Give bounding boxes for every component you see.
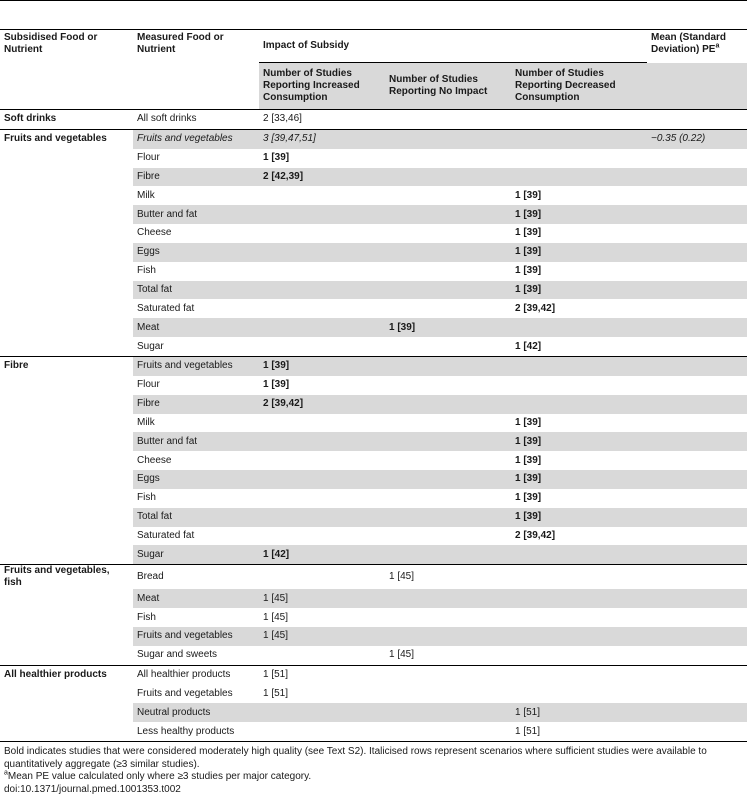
cell-subsidised: Soft drinks — [0, 110, 133, 130]
cell-measured: All healthier products — [133, 665, 259, 684]
cell-pe — [647, 527, 747, 546]
cell-increased: 1 [51] — [259, 665, 385, 684]
cell-subsidised — [0, 224, 133, 243]
cell-no-impact: 1 [39] — [385, 318, 511, 337]
cell-no-impact — [385, 684, 511, 703]
cell-pe: −0.35 (0.22) — [647, 129, 747, 148]
cell-decreased — [511, 589, 647, 608]
cell-increased: 1 [39] — [263, 379, 290, 391]
cell-measured: Flour — [137, 152, 160, 164]
cell-pe — [647, 703, 747, 722]
cell-increased — [259, 565, 385, 590]
cell-measured: All soft drinks — [133, 110, 259, 130]
cell-measured: Fish — [137, 492, 156, 504]
cell-pe — [647, 186, 747, 205]
cell-increased: 1 [45] — [263, 611, 289, 623]
cell-decreased — [511, 149, 647, 168]
cell-no-impact — [385, 545, 511, 564]
cell-subsidised — [0, 395, 133, 414]
cell-decreased: 1 [42] — [515, 340, 542, 352]
cell-pe — [647, 356, 747, 375]
cell-decreased — [511, 665, 647, 684]
cell-no-impact — [385, 337, 511, 356]
table-row — [0, 186, 747, 205]
cell-no-impact — [385, 205, 511, 224]
table-row — [0, 646, 747, 665]
cell-pe — [647, 243, 747, 262]
table-row — [0, 205, 747, 224]
table-row — [0, 451, 747, 470]
cell-decreased — [511, 608, 647, 627]
cell-decreased: 1 [39] — [511, 243, 647, 262]
cell-increased — [259, 646, 385, 665]
table-row — [0, 565, 747, 590]
cell-measured: Cheese — [137, 227, 172, 239]
cell-measured: Bread — [133, 565, 259, 590]
cell-measured: Flour — [137, 379, 160, 391]
cell-measured: Fruits and vegetables — [133, 356, 259, 375]
header-row-1 — [0, 30, 747, 63]
cell-increased: 2 [39,42] — [259, 395, 385, 414]
table-body — [0, 110, 747, 742]
cell-increased — [259, 414, 385, 433]
cell-subsidised — [0, 205, 133, 224]
cell-measured: Sugar and sweets — [137, 649, 218, 661]
cell-no-impact — [385, 110, 511, 130]
cell-subsidised — [0, 684, 133, 703]
cell-no-impact — [385, 129, 511, 148]
cell-increased: 2 [42,39] — [259, 168, 385, 187]
top-rule — [0, 0, 747, 29]
cell-pe — [647, 665, 747, 684]
table-row — [0, 224, 747, 243]
cell-increased: 1 [45] — [259, 627, 385, 646]
cell-no-impact — [385, 527, 511, 546]
cell-no-impact — [385, 395, 511, 414]
cell-measured: Cheese — [137, 454, 172, 466]
cell-subsidised — [0, 376, 133, 395]
subheader-no-impact: Number of Studies Reporting No Impact — [385, 63, 511, 110]
cell-increased — [259, 186, 385, 205]
cell-measured: Meat — [133, 589, 259, 608]
col-header-subsidised: Subsidised Food or Nutrient — [0, 30, 133, 110]
cell-decreased — [511, 318, 647, 337]
cell-measured: Fish — [137, 265, 156, 277]
table-row — [0, 318, 747, 337]
cell-decreased: 1 [39] — [515, 227, 542, 239]
cell-no-impact — [385, 470, 511, 489]
cell-increased — [259, 243, 385, 262]
cell-subsidised: Fruits and vegetables — [0, 129, 133, 148]
cell-subsidised — [0, 489, 133, 508]
cell-subsidised — [0, 545, 133, 564]
cell-subsidised — [0, 299, 133, 318]
cell-decreased: 1 [39] — [515, 492, 542, 504]
cell-decreased — [511, 129, 647, 148]
table-row — [0, 432, 747, 451]
cell-pe — [647, 299, 747, 318]
cell-pe — [647, 376, 747, 395]
cell-subsidised — [0, 646, 133, 665]
cell-increased: 1 [42] — [259, 545, 385, 564]
cell-no-impact — [385, 243, 511, 262]
table-row — [0, 337, 747, 356]
cell-pe — [647, 262, 747, 281]
table-row — [0, 508, 747, 527]
cell-increased: 2 [33,46] — [259, 110, 385, 130]
cell-decreased — [511, 684, 647, 703]
cell-decreased: 1 [39] — [511, 205, 647, 224]
cell-measured: Saturated fat — [137, 529, 195, 541]
cell-measured: Meat — [133, 318, 259, 337]
cell-increased — [259, 703, 385, 722]
cell-pe — [647, 318, 747, 337]
cell-decreased: 2 [39,42] — [515, 302, 556, 314]
footnote-quality: Bold indicates studies that were considered moderately high quality (see Text S2). Italicised rows represent scenarios where sufficient studies were available to quantitatively aggregate (≥3 similar studies). — [4, 746, 707, 770]
table-row — [0, 168, 747, 187]
cell-increased — [259, 527, 385, 546]
cell-no-impact — [385, 665, 511, 684]
cell-no-impact — [385, 508, 511, 527]
table-row — [0, 243, 747, 262]
cell-subsidised: All healthier products — [0, 665, 133, 684]
cell-increased: 3 [39,47,51] — [259, 129, 385, 148]
cell-increased — [259, 432, 385, 451]
cell-measured: Fish — [137, 611, 156, 623]
table-row — [0, 489, 747, 508]
table-row — [0, 627, 747, 646]
cell-pe — [647, 545, 747, 564]
cell-increased — [259, 318, 385, 337]
table-row — [0, 262, 747, 281]
cell-subsidised — [0, 414, 133, 433]
cell-decreased — [511, 646, 647, 665]
col-header-pe-sup: a — [715, 42, 720, 50]
cell-measured: Saturated fat — [137, 302, 195, 314]
cell-increased — [259, 470, 385, 489]
cell-pe — [647, 432, 747, 451]
cell-subsidised — [0, 243, 133, 262]
cell-measured: Sugar — [137, 340, 164, 352]
doi-label: doi:10.1371/journal.pmed.1001353.t002 — [4, 783, 181, 795]
cell-no-impact — [385, 608, 511, 627]
cell-measured: Butter and fat — [133, 205, 259, 224]
table-row — [0, 356, 747, 375]
cell-no-impact — [385, 299, 511, 318]
subheader-increased: Number of Studies Reporting Increased Consumption — [259, 63, 385, 110]
cell-no-impact — [385, 224, 511, 243]
cell-decreased: 2 [39,42] — [515, 529, 556, 541]
cell-decreased — [511, 356, 647, 375]
cell-decreased: 1 [39] — [515, 416, 542, 428]
cell-pe — [647, 608, 747, 627]
cell-measured: Fruits and vegetables — [133, 627, 259, 646]
cell-subsidised — [0, 589, 133, 608]
footnote-pe-sup: a — [4, 769, 8, 777]
table-row — [0, 684, 747, 703]
cell-increased: 1 [51] — [263, 687, 289, 699]
cell-decreased — [511, 168, 647, 187]
cell-no-impact: 1 [45] — [389, 649, 415, 661]
table-row — [0, 395, 747, 414]
table-row — [0, 414, 747, 433]
footnote-pe-text: Mean PE value calculated only where ≥3 studies per major category. — [7, 771, 312, 782]
cell-no-impact — [385, 722, 511, 741]
footnote-pe — [4, 771, 743, 784]
cell-decreased — [511, 376, 647, 395]
table-row — [0, 608, 747, 627]
cell-pe — [647, 627, 747, 646]
cell-no-impact — [385, 262, 511, 281]
cell-pe — [647, 110, 747, 130]
cell-pe — [647, 451, 747, 470]
cell-no-impact — [385, 451, 511, 470]
cell-no-impact — [385, 627, 511, 646]
table-row — [0, 527, 747, 546]
cell-increased — [259, 224, 385, 243]
cell-subsidised — [0, 186, 133, 205]
cell-pe — [647, 646, 747, 665]
cell-increased: 1 [39] — [259, 356, 385, 375]
table-row — [0, 545, 747, 564]
cell-measured: Fibre — [133, 395, 259, 414]
cell-increased — [259, 489, 385, 508]
table-row — [0, 299, 747, 318]
col-header-pe-text: Mean (Standard Deviation) PE — [651, 32, 727, 55]
col-header-measured: Measured Food or Nutrient — [133, 30, 259, 110]
cell-measured: Eggs — [133, 243, 259, 262]
cell-pe — [647, 684, 747, 703]
cell-no-impact — [385, 703, 511, 722]
cell-measured: Fruits and vegetables — [133, 129, 259, 148]
cell-subsidised — [0, 508, 133, 527]
cell-subsidised — [0, 470, 133, 489]
cell-pe — [647, 281, 747, 300]
table-row — [0, 703, 747, 722]
cell-subsidised — [0, 318, 133, 337]
cell-pe — [647, 589, 747, 608]
cell-subsidised: Fibre — [0, 356, 133, 375]
cell-no-impact — [385, 376, 511, 395]
table-row — [0, 376, 747, 395]
cell-subsidised — [0, 432, 133, 451]
table-row — [0, 110, 747, 130]
cell-subsidised — [0, 608, 133, 627]
cell-subsidised: Fruits and vegetables, fish — [0, 565, 133, 590]
table-row — [0, 470, 747, 489]
cell-no-impact — [385, 281, 511, 300]
cell-decreased: 1 [51] — [511, 703, 647, 722]
cell-subsidised — [0, 337, 133, 356]
cell-increased: 1 [39] — [263, 152, 290, 164]
cell-increased — [259, 205, 385, 224]
subheader-decreased: Number of Studies Reporting Decreased Consumption — [511, 63, 647, 110]
cell-no-impact — [385, 414, 511, 433]
cell-decreased — [511, 395, 647, 414]
cell-decreased — [511, 565, 647, 590]
table-row — [0, 281, 747, 300]
cell-no-impact — [385, 432, 511, 451]
cell-increased — [259, 281, 385, 300]
cell-subsidised — [0, 262, 133, 281]
cell-pe — [647, 205, 747, 224]
cell-pe — [647, 489, 747, 508]
cell-decreased — [511, 545, 647, 564]
table-footnotes — [0, 741, 747, 796]
cell-pe — [647, 414, 747, 433]
cell-pe — [647, 395, 747, 414]
cell-pe — [647, 168, 747, 187]
cell-subsidised — [0, 722, 133, 741]
cell-measured: Total fat — [133, 508, 259, 527]
cell-no-impact — [385, 186, 511, 205]
cell-decreased: 1 [39] — [511, 508, 647, 527]
cell-increased — [259, 299, 385, 318]
cell-no-impact — [385, 489, 511, 508]
subheader-blank — [647, 63, 747, 110]
cell-increased — [259, 508, 385, 527]
cell-no-impact: 1 [45] — [385, 565, 511, 590]
cell-pe — [647, 224, 747, 243]
cell-decreased — [511, 110, 647, 130]
cell-measured: Neutral products — [133, 703, 259, 722]
cell-subsidised — [0, 168, 133, 187]
cell-decreased — [511, 627, 647, 646]
cell-decreased: 1 [39] — [511, 432, 647, 451]
cell-decreased: 1 [39] — [515, 454, 542, 466]
cell-subsidised — [0, 627, 133, 646]
cell-no-impact — [385, 589, 511, 608]
col-header-impact: Impact of Subsidy — [259, 30, 647, 63]
table-row — [0, 722, 747, 741]
table-row — [0, 665, 747, 684]
cell-no-impact — [385, 149, 511, 168]
cell-subsidised — [0, 149, 133, 168]
cell-decreased: 1 [39] — [511, 470, 647, 489]
cell-subsidised — [0, 281, 133, 300]
table-row — [0, 589, 747, 608]
cell-pe — [647, 508, 747, 527]
cell-increased — [259, 262, 385, 281]
cell-pe — [647, 722, 747, 741]
cell-measured: Milk — [137, 189, 155, 201]
cell-subsidised — [0, 703, 133, 722]
cell-pe — [647, 149, 747, 168]
cell-measured: Fruits and vegetables — [137, 687, 233, 699]
study-table — [0, 29, 747, 741]
col-header-pe — [647, 30, 747, 63]
cell-measured: Fibre — [133, 168, 259, 187]
table-row — [0, 149, 747, 168]
cell-decreased: 1 [39] — [515, 265, 542, 277]
cell-measured: Sugar — [133, 545, 259, 564]
cell-increased — [259, 722, 385, 741]
cell-measured: Less healthy products — [137, 725, 235, 737]
cell-increased — [259, 451, 385, 470]
cell-pe — [647, 565, 747, 590]
cell-pe — [647, 337, 747, 356]
cell-decreased: 1 [39] — [515, 189, 542, 201]
table-row — [0, 129, 747, 148]
cell-increased: 1 [45] — [259, 589, 385, 608]
cell-measured: Total fat — [133, 281, 259, 300]
cell-pe — [647, 470, 747, 489]
cell-measured: Eggs — [133, 470, 259, 489]
cell-measured: Butter and fat — [133, 432, 259, 451]
cell-decreased: 1 [39] — [511, 281, 647, 300]
cell-subsidised — [0, 527, 133, 546]
cell-decreased: 1 [51] — [515, 725, 541, 737]
cell-no-impact — [385, 356, 511, 375]
cell-increased — [259, 337, 385, 356]
cell-measured: Milk — [137, 416, 155, 428]
cell-subsidised — [0, 451, 133, 470]
cell-no-impact — [385, 168, 511, 187]
